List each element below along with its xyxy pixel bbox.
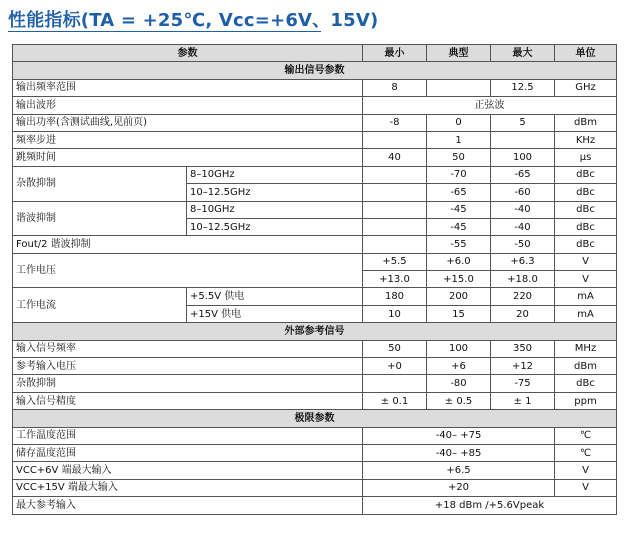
typ-cell: -45 <box>427 201 491 218</box>
min-cell <box>363 166 427 183</box>
condition-cell: 8–10GHz <box>187 201 363 218</box>
min-cell <box>363 375 427 392</box>
header-typ: 典型 <box>427 45 491 62</box>
min-cell: 40 <box>363 149 427 166</box>
typ-cell <box>427 79 491 96</box>
typ-cell: 100 <box>427 340 491 357</box>
table-row <box>13 79 617 96</box>
unit-cell: dBm <box>555 358 617 375</box>
typ-cell: 15 <box>427 305 491 322</box>
header-param: 参数 <box>13 45 363 62</box>
row-label: Fout/2 谐波抑制 <box>13 236 363 253</box>
value-cell: -40– +85 <box>363 444 555 461</box>
typ-cell: -80 <box>427 375 491 392</box>
section-row <box>13 323 617 340</box>
unit-cell: dBm <box>555 114 617 131</box>
title-underline <box>8 31 321 32</box>
table-row <box>13 479 617 496</box>
table-row <box>13 114 617 131</box>
min-cell <box>363 236 427 253</box>
value-cell: +6.5 <box>363 462 555 479</box>
condition-cell: 10–12.5GHz <box>187 218 363 235</box>
table-row <box>13 97 617 114</box>
typ-cell: 0 <box>427 114 491 131</box>
unit-cell: dBc <box>555 236 617 253</box>
table-row <box>13 392 617 409</box>
unit-cell: dBc <box>555 184 617 201</box>
header-max: 最大 <box>491 45 555 62</box>
row-label: 参考输入电压 <box>13 358 363 375</box>
min-cell <box>363 218 427 235</box>
min-cell <box>363 184 427 201</box>
row-label: 输入信号精度 <box>13 392 363 409</box>
table-row <box>13 444 617 461</box>
row-label: 谐波抑制 <box>13 201 187 236</box>
table-row <box>13 358 617 375</box>
unit-cell: V <box>555 479 617 496</box>
row-label: 储存温度范围 <box>13 444 363 461</box>
typ-cell: +15.0 <box>427 271 491 288</box>
unit-cell: KHz <box>555 131 617 148</box>
typ-cell: -70 <box>427 166 491 183</box>
value-cell: -40– +75 <box>363 427 555 444</box>
value-cell: +20 <box>363 479 555 496</box>
page-title: 性能指标(TA = +25℃, Vcc=+6V、15V) <box>8 10 379 31</box>
condition-cell: 10–12.5GHz <box>187 184 363 201</box>
row-label: 杂散抑制 <box>13 166 187 201</box>
max-cell: -65 <box>491 166 555 183</box>
max-cell: -50 <box>491 236 555 253</box>
unit-cell: GHz <box>555 79 617 96</box>
min-cell: +0 <box>363 358 427 375</box>
max-cell: 100 <box>491 149 555 166</box>
unit-cell: V <box>555 253 617 270</box>
condition-cell: +5.5V 供电 <box>187 288 363 305</box>
row-label: VCC+6V 端最大输入 <box>13 462 363 479</box>
min-cell: 50 <box>363 340 427 357</box>
unit-cell: ℃ <box>555 427 617 444</box>
table-row <box>13 340 617 357</box>
typ-cell: -45 <box>427 218 491 235</box>
table-row <box>13 149 617 166</box>
min-cell <box>363 131 427 148</box>
row-label: 工作电压 <box>13 253 363 288</box>
max-cell: 12.5 <box>491 79 555 96</box>
section-row <box>13 410 617 427</box>
unit-cell: V <box>555 271 617 288</box>
unit-cell: μs <box>555 149 617 166</box>
typ-cell: 200 <box>427 288 491 305</box>
row-label: 输入信号频率 <box>13 340 363 357</box>
section-limits: 极限参数 <box>13 410 617 427</box>
unit-cell: ℃ <box>555 444 617 461</box>
value-cell: 正弦波 <box>363 97 617 114</box>
max-cell: +6.3 <box>491 253 555 270</box>
max-cell: 220 <box>491 288 555 305</box>
row-label: 工作电流 <box>13 288 187 323</box>
table-row <box>13 497 617 514</box>
typ-cell: ± 0.5 <box>427 392 491 409</box>
row-label: VCC+15V 端最大输入 <box>13 479 363 496</box>
max-cell: -40 <box>491 218 555 235</box>
row-label: 跳频时间 <box>13 149 363 166</box>
unit-cell: dBc <box>555 166 617 183</box>
typ-cell: 50 <box>427 149 491 166</box>
typ-cell: +6 <box>427 358 491 375</box>
min-cell: 180 <box>363 288 427 305</box>
min-cell: +5.5 <box>363 253 427 270</box>
max-cell <box>491 131 555 148</box>
unit-cell: dBc <box>555 375 617 392</box>
row-label: 频率步进 <box>13 131 363 148</box>
unit-cell: dBc <box>555 218 617 235</box>
typ-cell: +6.0 <box>427 253 491 270</box>
unit-cell: ppm <box>555 392 617 409</box>
table-row <box>13 131 617 148</box>
table-row <box>13 427 617 444</box>
unit-cell: dBc <box>555 201 617 218</box>
unit-cell: MHz <box>555 340 617 357</box>
table-row <box>13 253 617 270</box>
typ-cell: 1 <box>427 131 491 148</box>
table-row <box>13 462 617 479</box>
section-row <box>13 62 617 79</box>
min-cell <box>363 201 427 218</box>
max-cell: +12 <box>491 358 555 375</box>
row-label: 输出功率(含测试曲线,见前页) <box>13 114 363 131</box>
max-cell: -40 <box>491 201 555 218</box>
max-cell: 20 <box>491 305 555 322</box>
max-cell: -75 <box>491 375 555 392</box>
table-row <box>13 201 617 218</box>
row-label: 杂散抑制 <box>13 375 363 392</box>
row-label: 工作温度范围 <box>13 427 363 444</box>
header-row <box>13 45 617 62</box>
row-label: 最大参考输入 <box>13 497 363 514</box>
max-cell: 5 <box>491 114 555 131</box>
header-unit: 单位 <box>555 45 617 62</box>
unit-cell: V <box>555 462 617 479</box>
max-cell: -60 <box>491 184 555 201</box>
max-cell: +18.0 <box>491 271 555 288</box>
min-cell: 8 <box>363 79 427 96</box>
row-label: 输出频率范围 <box>13 79 363 96</box>
unit-cell: mA <box>555 288 617 305</box>
section-reference: 外部参考信号 <box>13 323 617 340</box>
table-row <box>13 236 617 253</box>
table-row <box>13 166 617 183</box>
table-row <box>13 288 617 305</box>
max-cell: 350 <box>491 340 555 357</box>
condition-cell: 8–10GHz <box>187 166 363 183</box>
min-cell: 10 <box>363 305 427 322</box>
typ-cell: -55 <box>427 236 491 253</box>
value-cell: +18 dBm /+5.6Vpeak <box>363 497 617 514</box>
header-min: 最小 <box>363 45 427 62</box>
condition-cell: +15V 供电 <box>187 305 363 322</box>
spec-table <box>12 44 617 515</box>
min-cell: ± 0.1 <box>363 392 427 409</box>
table-row <box>13 375 617 392</box>
min-cell: -8 <box>363 114 427 131</box>
unit-cell: mA <box>555 305 617 322</box>
row-label: 输出波形 <box>13 97 363 114</box>
min-cell: +13.0 <box>363 271 427 288</box>
max-cell: ± 1 <box>491 392 555 409</box>
section-output: 输出信号参数 <box>13 62 617 79</box>
typ-cell: -65 <box>427 184 491 201</box>
